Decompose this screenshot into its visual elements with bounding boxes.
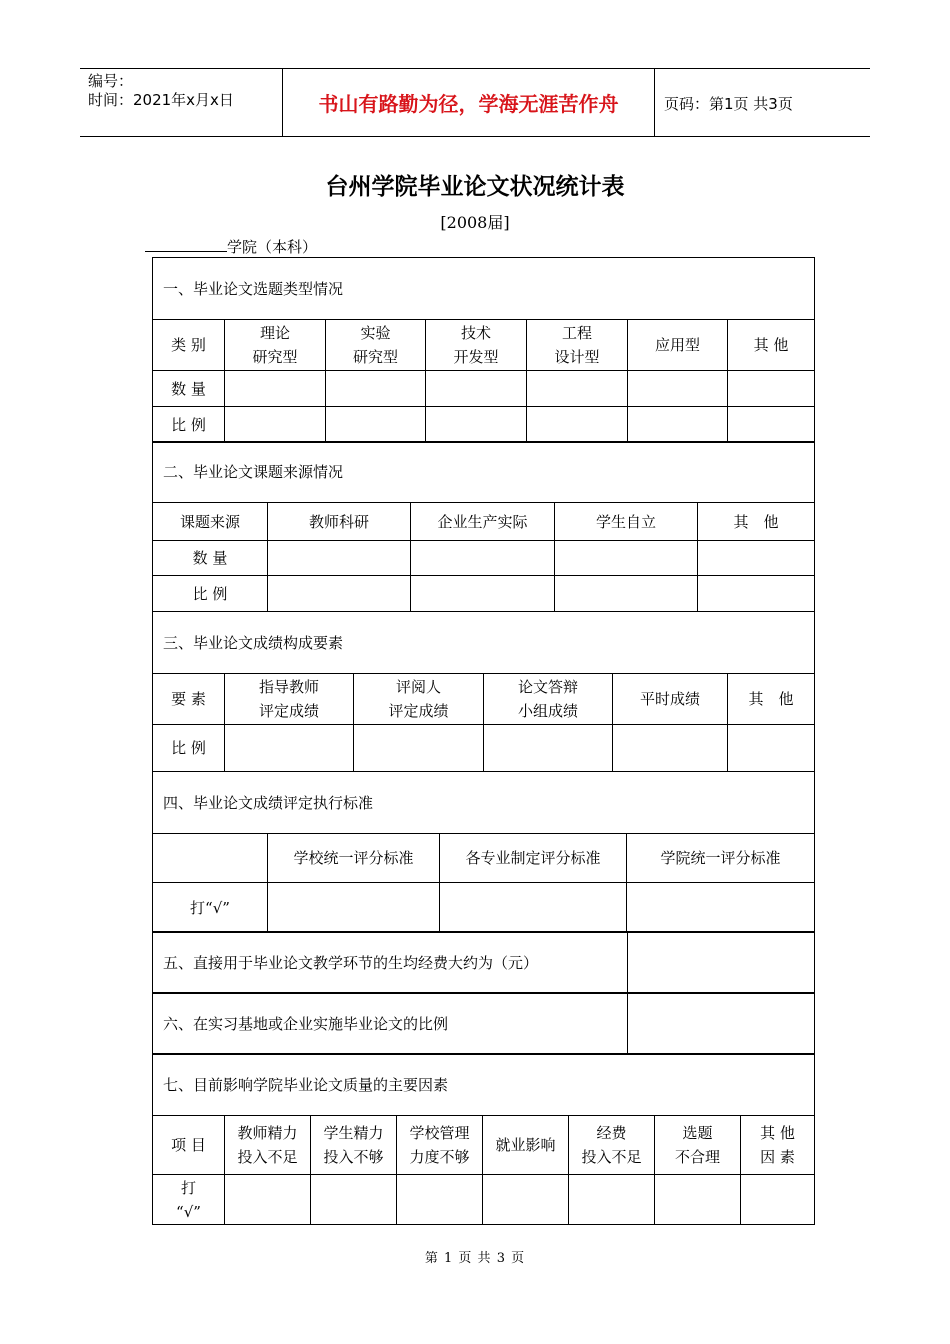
column-header: 应用型: [628, 320, 728, 371]
header-divider: [654, 68, 655, 136]
blank-cell[interactable]: [628, 371, 728, 407]
column-header: 学校统一评分标准: [268, 834, 440, 883]
column-header: 技术 开发型: [426, 320, 527, 371]
blank-cell[interactable]: [728, 371, 815, 407]
blank-cell[interactable]: [268, 576, 411, 612]
document-title: 台州学院毕业论文状况统计表: [325, 174, 625, 200]
blank-cell[interactable]: [555, 576, 698, 612]
row-label: 课题来源: [153, 503, 268, 541]
blank-cell[interactable]: [225, 407, 326, 443]
college-field: [145, 236, 317, 257]
row-label: 类 别: [153, 320, 225, 371]
check-cell[interactable]: [655, 1175, 741, 1225]
column-header: 学生精力 投入不够: [311, 1116, 397, 1175]
section-quality-factors: [152, 1053, 814, 1225]
blank-cell[interactable]: [225, 725, 354, 772]
table-row: [153, 883, 815, 933]
section-heading: 五、直接用于毕业论文教学环节的生均经费大约为（元）: [153, 932, 628, 994]
row-label: 比 例: [153, 725, 225, 772]
table-header-row: [153, 834, 815, 883]
blank-cell[interactable]: [426, 371, 527, 407]
column-header: 教师精力 投入不足: [225, 1116, 311, 1175]
row-label: 数 量: [153, 371, 225, 407]
column-header: 论文答辩 小组成绩: [484, 674, 613, 725]
table-header-row: [153, 674, 815, 725]
table-header-row: [153, 503, 815, 541]
table-row: [153, 541, 815, 576]
check-cell[interactable]: [311, 1175, 397, 1225]
blank-cell[interactable]: [326, 371, 426, 407]
blank-cell[interactable]: [728, 407, 815, 443]
check-cell[interactable]: [627, 883, 815, 933]
column-header: 经费 投入不足: [569, 1116, 655, 1175]
column-header: 选题 不合理: [655, 1116, 741, 1175]
blank-cell[interactable]: [555, 541, 698, 576]
check-cell[interactable]: [268, 883, 440, 933]
column-header: 平时成绩: [613, 674, 728, 725]
column-header: 其 他: [698, 503, 815, 541]
check-cell[interactable]: [741, 1175, 815, 1225]
page-footer: 第 1 页 共 3 页: [424, 1251, 526, 1266]
column-header: 评阅人 评定成绩: [354, 674, 484, 725]
row-label: 打“√”: [153, 883, 268, 933]
column-header: 学院统一评分标准: [627, 834, 815, 883]
college-blank[interactable]: [145, 237, 227, 252]
college-label: 学院（本科）: [227, 238, 318, 256]
code-label: 编号：: [88, 72, 134, 90]
blank-cell[interactable]: [354, 725, 484, 772]
section-grade-components: [152, 611, 814, 772]
row-label: 比 例: [153, 407, 225, 443]
table-row: [153, 576, 815, 612]
column-header: 其 他: [728, 674, 815, 725]
blank-cell[interactable]: [326, 407, 426, 443]
column-header: 企业生产实际: [411, 503, 555, 541]
section-heading: 四、毕业论文成绩评定执行标准: [153, 772, 815, 834]
blank-cell[interactable]: [268, 541, 411, 576]
header-bottom-rule: [80, 136, 870, 137]
blank-cell[interactable]: [411, 541, 555, 576]
section-internship-ratio: [152, 992, 814, 1055]
blank-cell[interactable]: [527, 407, 628, 443]
answer-cell[interactable]: [628, 932, 815, 994]
header-motto: 书山有路勤为径，学海无涯苦作舟: [318, 91, 619, 116]
section-topic-source: [152, 441, 814, 612]
blank-cell[interactable]: [613, 725, 728, 772]
table-row: [153, 371, 815, 407]
blank-cell[interactable]: [728, 725, 815, 772]
section-heading: 六、在实习基地或企业实施毕业论文的比例: [153, 993, 628, 1055]
column-header: 学校管理 力度不够: [397, 1116, 483, 1175]
column-header: 各专业制定评分标准: [440, 834, 627, 883]
check-cell[interactable]: [397, 1175, 483, 1225]
blank-cell[interactable]: [698, 541, 815, 576]
blank-cell[interactable]: [225, 371, 326, 407]
time-label: 时间：2021年x月x日: [88, 91, 234, 109]
section-heading: 三、毕业论文成绩构成要素: [153, 612, 815, 674]
table-row: [153, 1175, 815, 1225]
column-header: 理论 研究型: [225, 320, 326, 371]
column-header: 指导教师 评定成绩: [225, 674, 354, 725]
section-topic-type: [152, 257, 814, 443]
section-heading: 二、毕业论文课题来源情况: [153, 442, 815, 503]
blank-cell[interactable]: [411, 576, 555, 612]
blank-cell: [153, 834, 268, 883]
column-header: 其 他 因 素: [741, 1116, 815, 1175]
column-header: 其 他: [728, 320, 815, 371]
column-header: 工程 设计型: [527, 320, 628, 371]
answer-cell[interactable]: [628, 993, 815, 1055]
blank-cell[interactable]: [527, 371, 628, 407]
row-label: 项 目: [153, 1116, 225, 1175]
check-cell[interactable]: [483, 1175, 569, 1225]
check-cell[interactable]: [225, 1175, 311, 1225]
header-page-label: 页码：第1页 共3页: [664, 95, 793, 113]
table-row: [153, 725, 815, 772]
check-cell[interactable]: [569, 1175, 655, 1225]
section-heading: 七、目前影响学院毕业论文质量的主要因素: [153, 1054, 815, 1116]
section-heading: 一、毕业论文选题类型情况: [153, 258, 815, 320]
column-header: 就业影响: [483, 1116, 569, 1175]
section-funding: [152, 931, 814, 994]
check-cell[interactable]: [440, 883, 627, 933]
blank-cell[interactable]: [628, 407, 728, 443]
table-header-row: [153, 320, 815, 371]
header-info: [88, 72, 234, 110]
column-header: 教师科研: [268, 503, 411, 541]
column-header: 学生自立: [555, 503, 698, 541]
blank-cell[interactable]: [484, 725, 613, 772]
table-row: [153, 407, 815, 443]
document-subtitle: [2008届]: [440, 213, 510, 232]
blank-cell[interactable]: [698, 576, 815, 612]
row-label: 要 素: [153, 674, 225, 725]
table-header-row: [153, 1116, 815, 1175]
section-grading-standard: [152, 771, 814, 933]
row-label: 比 例: [153, 576, 268, 612]
column-header: 实验 研究型: [326, 320, 426, 371]
row-label: 数 量: [153, 541, 268, 576]
row-label: 打 “√”: [153, 1175, 225, 1225]
blank-cell[interactable]: [426, 407, 527, 443]
